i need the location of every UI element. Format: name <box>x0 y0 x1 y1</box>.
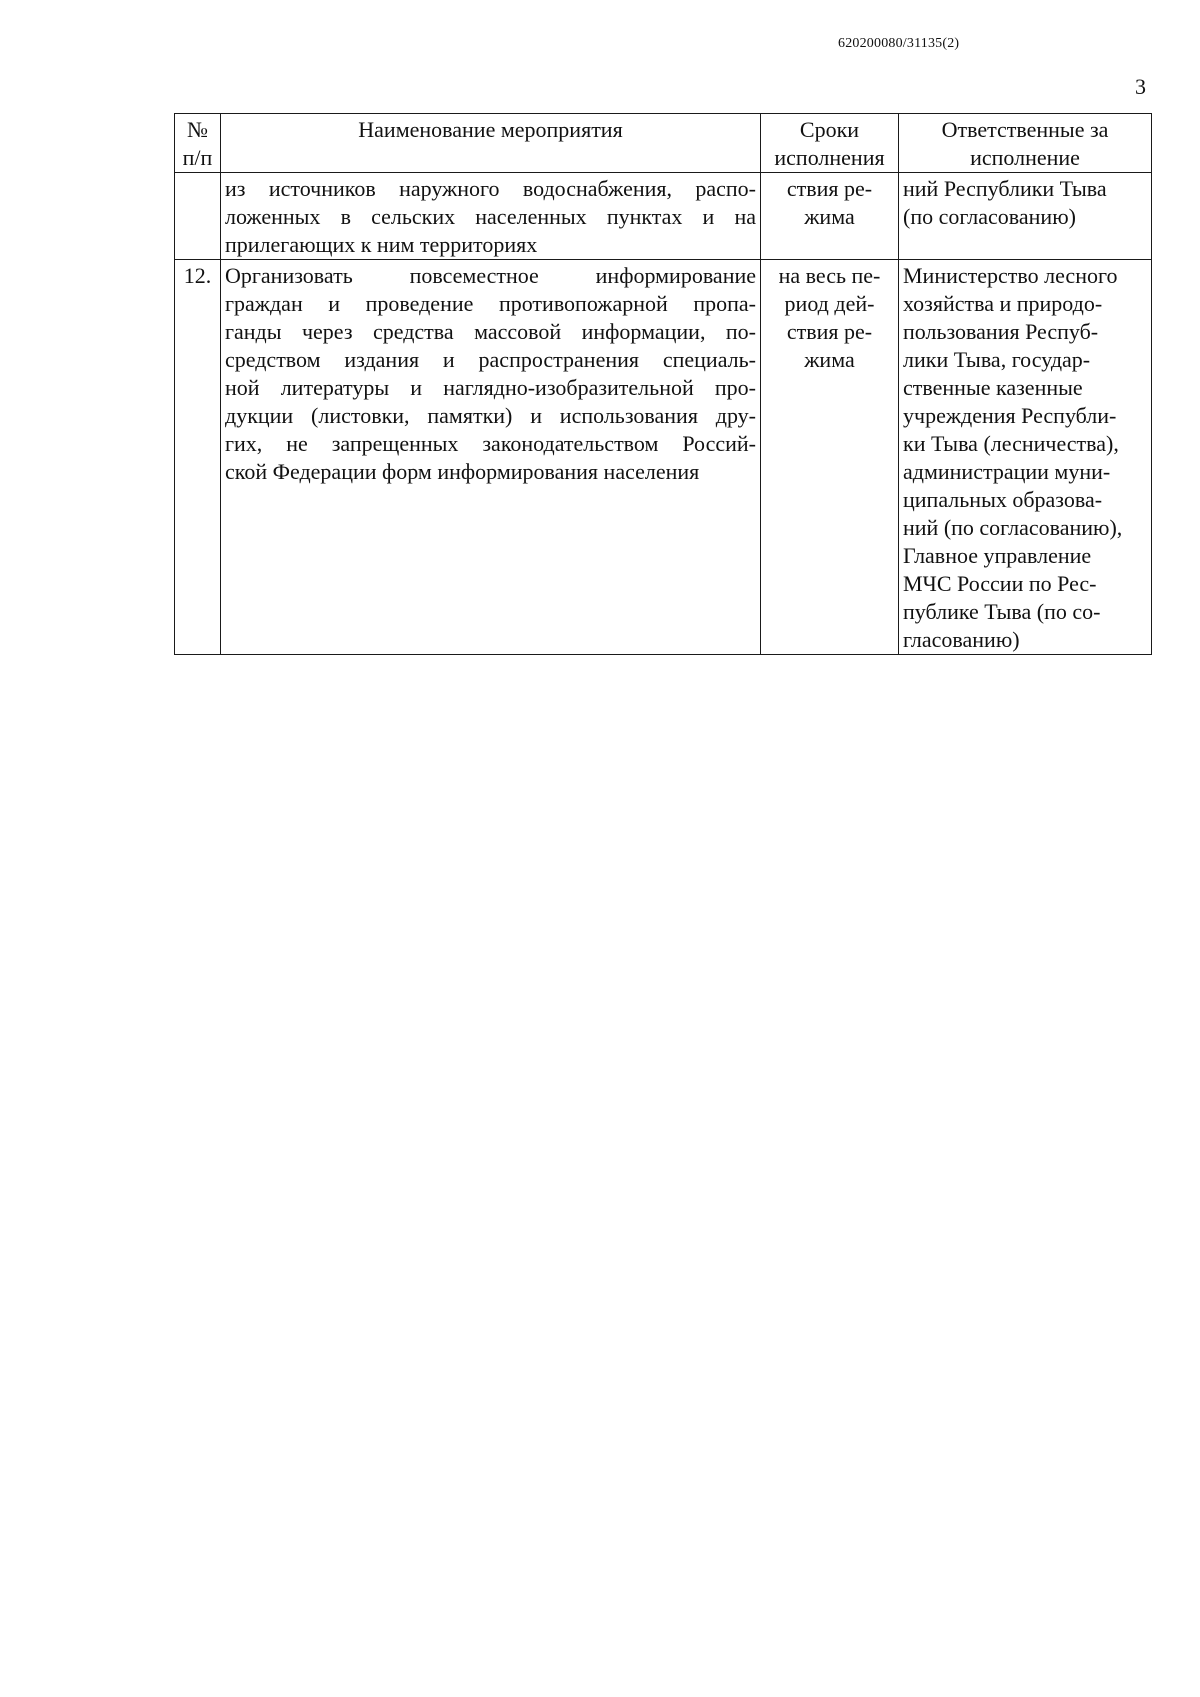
text-line: дукции (листовки, памятки) и использования дру- <box>225 403 756 428</box>
text-line: граждан и проведение противопожарной пропа- <box>225 291 756 316</box>
row-term <box>761 260 899 655</box>
text-line: ственные казенные <box>903 375 1083 400</box>
text-line: учреждения Республи- <box>903 403 1117 428</box>
header-line: Ответственные за <box>941 117 1109 142</box>
row-term <box>761 173 899 260</box>
text-line: Главное управление <box>903 543 1092 568</box>
text-line: ствия ре- <box>786 319 873 344</box>
text-line: средством издания и распространения специаль- <box>225 347 756 372</box>
document-code: 620200080/31135(2) <box>838 36 960 51</box>
text-line: ложенных в сельских населенных пунктах и на <box>225 204 756 229</box>
text-line: ципальных образова- <box>903 487 1103 512</box>
row-measure-name <box>221 173 761 260</box>
text-line: ки Тыва (лесничества), <box>903 431 1119 456</box>
table-header-row <box>175 114 1152 173</box>
header-line: Сроки <box>799 117 860 142</box>
text-line: ганды через средства массовой информации, по- <box>225 319 756 344</box>
text-line: (по согласованию) <box>903 204 1076 229</box>
text-line: хозяйства и природо- <box>903 291 1103 316</box>
text-line: ний (по согласованию), <box>903 515 1123 540</box>
text-line: на весь пе- <box>778 263 881 288</box>
row-measure-name <box>221 260 761 655</box>
text-line: гих, не запрещенных законодательством Россий- <box>225 431 756 456</box>
text-line: ний Республики Тыва <box>903 176 1107 201</box>
row-number <box>175 173 221 260</box>
header-line: № <box>187 117 208 142</box>
header-name <box>221 114 761 173</box>
text-line: публике Тыва (по со- <box>903 599 1101 624</box>
row-number: 12. <box>175 260 221 655</box>
text-line: Организовать повсеместное информирование <box>225 263 756 288</box>
header-line: исполнения <box>774 145 885 170</box>
page-number: 3 <box>1135 74 1146 99</box>
text-line: МЧС России по Рес- <box>903 571 1097 596</box>
text-line: ской Федерации форм информирования населения <box>225 459 700 484</box>
header-number <box>175 114 221 173</box>
header-line: исполнение <box>970 145 1080 170</box>
header-line: Наименование мероприятия <box>358 117 623 142</box>
table-row <box>175 260 1152 655</box>
text-line: жима <box>804 204 855 229</box>
text-line: риод дей- <box>784 291 875 316</box>
header-line: п/п <box>182 145 213 170</box>
text-line: пользования Респуб- <box>903 319 1099 344</box>
measures-table <box>174 113 1152 655</box>
text-line: лики Тыва, государ- <box>903 347 1091 372</box>
text-line: прилегающих к ним территориях <box>225 232 538 257</box>
header-responsible <box>899 114 1152 173</box>
text-line: гласованию) <box>903 627 1020 652</box>
table-row <box>175 173 1152 260</box>
text-line: администрации муни- <box>903 459 1111 484</box>
row-responsible <box>899 173 1152 260</box>
text-line: Министерство лесного <box>903 263 1118 288</box>
row-responsible <box>899 260 1152 655</box>
text-line: ствия ре- <box>786 176 873 201</box>
header-term <box>761 114 899 173</box>
text-line: из источников наружного водоснабжения, распо- <box>225 176 756 201</box>
text-line: ной литературы и наглядно-изобразительной про- <box>225 375 756 400</box>
text-line: жима <box>804 347 855 372</box>
